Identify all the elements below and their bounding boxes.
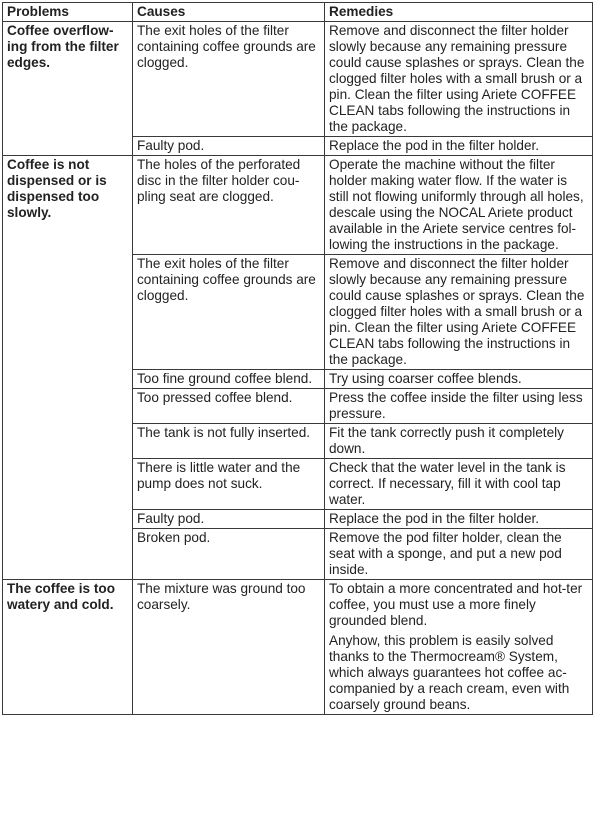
table-row bbox=[3, 156, 593, 255]
remedy-paragraph: Anyhow, this problem is easily solved thanks to the Thermocream® System, which always guarantees hot coffee ac-companied by a reach cream, even with coarsely ground beans. bbox=[329, 633, 570, 712]
cause-cell: Faulty pod. bbox=[133, 510, 325, 529]
problem-cell: Coffee overflow-ing from the filter edges. bbox=[3, 22, 133, 156]
problem-cell: The coffee is too watery and cold. bbox=[3, 580, 133, 715]
header-remedies: Remedies bbox=[325, 3, 593, 22]
remedy-paragraph: To obtain a more concentrated and hot-ter coffee, you must use a more finely grounded blend. bbox=[329, 581, 583, 628]
cause-cell: The exit holes of the filter containing coffee grounds are clogged. bbox=[133, 255, 325, 370]
cause-cell: The exit holes of the filter containing coffee grounds are clogged. bbox=[133, 22, 325, 137]
troubleshooting-table bbox=[2, 2, 593, 715]
table-row bbox=[3, 580, 593, 715]
remedy-cell: Fit the tank correctly push it completely down. bbox=[325, 424, 593, 459]
cause-cell: Too fine ground coffee blend. bbox=[133, 370, 325, 389]
cause-cell: The mixture was ground too coarsely. bbox=[133, 580, 325, 715]
remedy-cell: Check that the water level in the tank is correct. If necessary, fill it with cool tap water. bbox=[325, 459, 593, 510]
table-row bbox=[3, 22, 593, 137]
header-causes: Causes bbox=[133, 3, 325, 22]
remedy-cell: Try using coarser coffee blends. bbox=[325, 370, 593, 389]
remedy-cell: Replace the pod in the filter holder. bbox=[325, 137, 593, 156]
header-row bbox=[3, 3, 593, 22]
remedy-cell: Remove the pod filter holder, clean the seat with a sponge, and put a new pod inside. bbox=[325, 529, 593, 580]
remedy-cell bbox=[325, 580, 593, 715]
cause-cell: The holes of the perforated disc in the filter holder cou-pling seat are clogged. bbox=[133, 156, 325, 255]
remedy-cell: Press the coffee inside the filter using less pressure. bbox=[325, 389, 593, 424]
remedy-cell: Remove and disconnect the filter holder slowly because any remaining pressure could cause splashes or sprays. Clean the clogged filter holes with a small brush or a pin. Clean the filter using Ariete COFFEE CLEAN tabs following the instructions in the package. bbox=[325, 255, 593, 370]
problem-cell: Coffee is not dispensed or is dispensed too slowly. bbox=[3, 156, 133, 580]
cause-cell: Too pressed coffee blend. bbox=[133, 389, 325, 424]
remedy-cell: Replace the pod in the filter holder. bbox=[325, 510, 593, 529]
cause-cell: Broken pod. bbox=[133, 529, 325, 580]
cause-cell: Faulty pod. bbox=[133, 137, 325, 156]
remedy-cell: Operate the machine without the filter holder making water flow. If the water is still not flowing uniformly through all holes, descale using the NOCAL Ariete product available in the Ariete service centres fol-lowing the instructions in the package. bbox=[325, 156, 593, 255]
cause-cell: The tank is not fully inserted. bbox=[133, 424, 325, 459]
header-problems: Problems bbox=[3, 3, 133, 22]
remedy-cell: Remove and disconnect the filter holder slowly because any remaining pressure could cause splashes or sprays. Clean the clogged filter holes with a small brush or a pin. Clean the filter using Ariete COFFEE CLEAN tabs following the instructions in the package. bbox=[325, 22, 593, 137]
cause-cell: There is little water and the pump does not suck. bbox=[133, 459, 325, 510]
